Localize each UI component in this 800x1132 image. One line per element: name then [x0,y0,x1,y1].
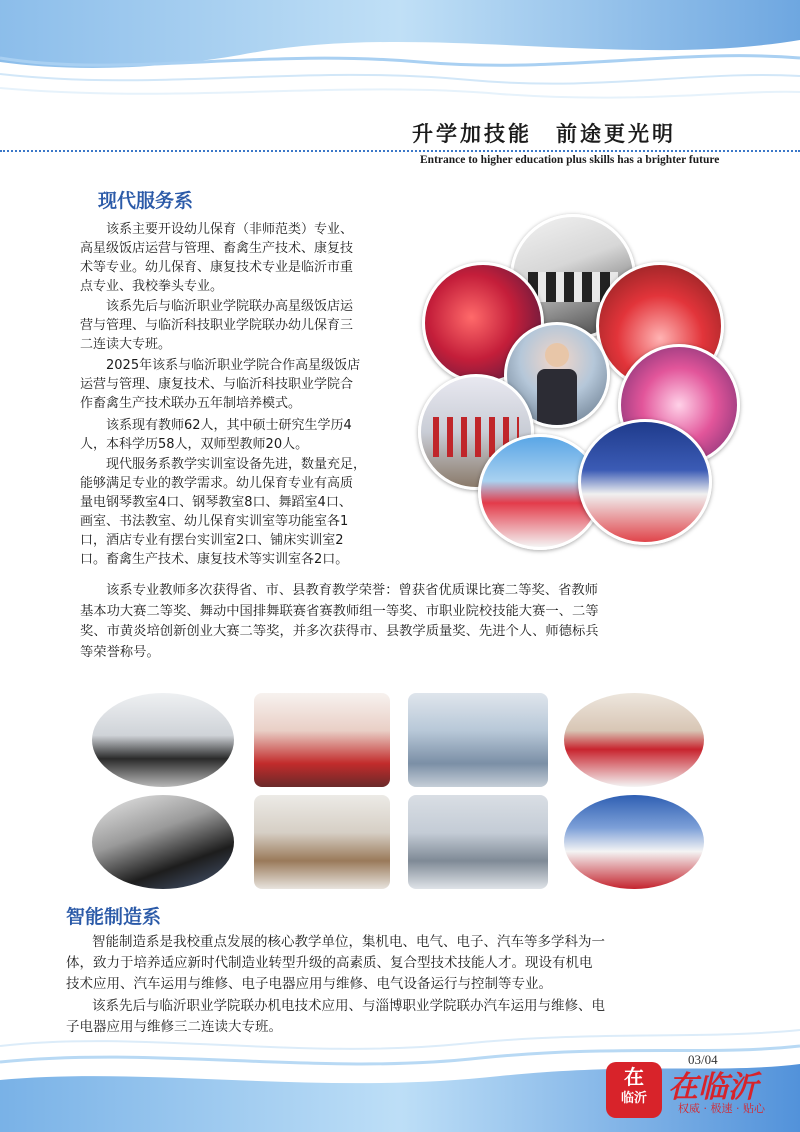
text-line: 人，本科学历58人，双师型教师20人。 [80,437,309,452]
text-line: 二连读大专班。 [80,337,172,352]
app-logo-icon [606,1062,662,1118]
text-line: 该系先后与临沂职业学院联办机电技术应用、与淄博职业学院联办汽车运用与维修、电 [92,998,605,1014]
text-line: 口。畜禽生产技术、康复技术等实训室各2口。 [80,552,349,567]
header-divider [0,150,800,152]
text-line: 技术应用、汽车运用与维修、电子电器应用与维修、电气设备运行与控制等专业。 [66,976,552,992]
text-line: 等荣誉称号。 [80,644,160,660]
section1-paragraph-2 [80,297,410,354]
text-line: 口，酒店专业有摆台实训室2口、铺床实训室2 [80,533,344,548]
text-line: 奖、市黄炎培创新创业大赛二等奖，并多次获得市、县教学质量奖、先进个人、师德标兵 [80,624,599,639]
text-line: 点专业、我校拳头专业。 [80,279,224,294]
piano-room-photo [92,693,234,787]
text-line: 该系先后与临沂职业学院联办高星级饭店运 [106,299,354,314]
text-line: 高星级饭店运营与管理、畜禽生产技术、康复技 [80,241,354,256]
text-line: 营与管理、与临沂科技职业学院联办幼儿保育三 [80,318,354,333]
text-line: 2025年该系与临沂职业学院合作高星级饭店 [106,358,361,373]
brand-tagline: 权威 · 极速 · 贴心 [678,1102,765,1115]
cooking-group-photo [564,795,704,889]
teacher-group-photo [564,693,704,787]
logo-mark [610,1066,658,1114]
text-line: 该系主要开设幼儿保育（非师范类）专业、 [106,222,354,237]
text-line: 术等专业。幼儿保育、康复技术专业是临沂市重 [80,260,354,275]
text-line: 智能制造系是我校重点发展的核心教学单位，集机电、电气、电子、汽车等多学科为一 [92,934,605,950]
ward-training-room-photo [408,795,548,889]
photo-collage-flower [418,214,738,544]
section1-paragraph-4 [80,416,410,454]
hospital-training-room-photo [408,693,548,787]
section1-paragraph-1 [80,220,410,296]
logo-text-top: 在 [624,1065,644,1089]
top-wave-decoration [0,0,800,120]
logo-text-bottom: 临沂 [620,1091,647,1106]
section-title-intelligent-manufacturing: 智能制造系 [66,906,162,928]
text-line: 体，致力于培养适应新时代制造业转型升级的高素质、复合型技术技能人才。现设有机电 [66,955,593,971]
text-line: 画室、书法教室、幼儿保育实训室等功能室各1 [80,514,349,529]
text-line: 量电钢琴教室4口、钢琴教室8口、舞蹈室4口、 [80,495,352,510]
text-line: 能够满足专业的教学需求。幼儿保育专业有高质 [80,476,354,491]
award-group-photo [578,419,712,545]
text-line: 现代服务系教学实训室设备先进，数量充足， [106,457,367,472]
brand-name: 在临沂 [668,1070,758,1105]
desk-classroom-photo [254,795,390,889]
text-line: 该系专业教师多次获得省、市、县教育教学荣誉：曾获省优质课比赛二等奖、省教师 [106,583,598,598]
section1-paragraph-5 [80,455,410,569]
paper-cutting-class-photo [254,693,390,787]
section1-honors-paragraph [80,581,720,663]
text-line: 作畜禽生产技术联办五年制培养模式。 [80,396,302,411]
piano-student-photo [92,795,234,889]
text-line: 运营与管理、康复技术、与临沂科技职业学院合 [80,377,354,392]
page-number: 03/04 [688,1052,718,1067]
section2-paragraph-1 [66,932,736,995]
section1-paragraph-3 [80,356,410,413]
header-slogan: 升学加技能 前途更光明 [412,121,676,146]
header-slogan-english: Entrance to higher education plus skills has a brighter future [420,154,720,166]
section-title-modern-service: 现代服务系 [98,190,194,212]
text-line: 子电器应用与维修三二连读大专班。 [66,1019,282,1035]
text-line: 基本功大赛二等奖、舞动中国排舞联赛省赛教师组一等奖、市职业院校技能大赛一、二等 [80,603,599,619]
text-line: 该系现有教师62人，其中硕士研究生学历4 [106,418,352,433]
